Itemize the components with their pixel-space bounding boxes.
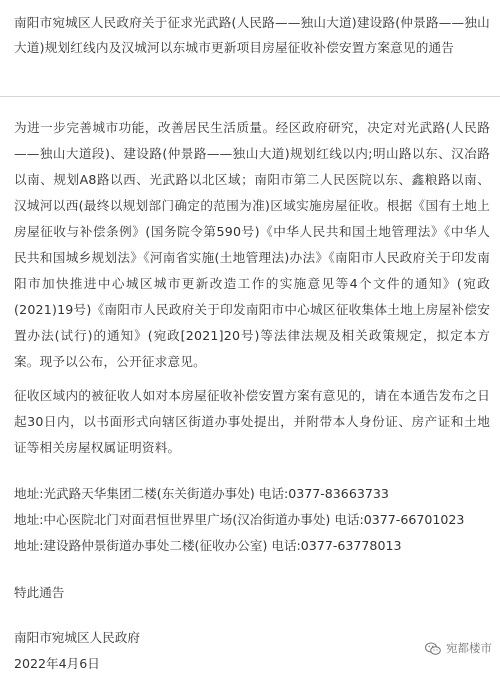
wechat-icon [425, 641, 441, 655]
issuer-name: 南阳市宛城区人民政府 [14, 630, 140, 645]
watermark-text: 宛都楼市 [446, 641, 492, 655]
notice-title: 南阳市宛城区人民政府关于征求光武路(人民路——独山大道)建设路(仲景路——独山大道)规划红线内及汉城河以东城市更新项目房屋征收补偿安置方案意见的通告 [14, 15, 490, 55]
watermark [425, 640, 492, 656]
notice-paragraph-1: 为进一步完善城市功能，改善居民生活质量。经区政府研究，决定对光武路(人民路——独山大道段)、建设路(仲景路——独山大道)规划红线以内;明山路以东、汉冶路以南、规划A8路以西、光武路以北区域；南阳市第二人民医院以东、鑫粮路以南、汉城河以西(最终以规划部门确定的范围为准)区域实施房屋征收。根据《国有土地上房屋征收与补偿条例》(国务院令第590号)《中华人民共和国土地管理法》《中华人民共和国城乡规划法》《河南省实施(土地管理法)办法》《南阳市人民政府关于印发南阳市加快推进中心城区城市更新改造工作的实施意见等4个文件的通知》(宛政(2021)19号)《南阳市人民政府关于印发南阳市中心城区征收集体土地上房屋补偿安置办法(试行)的通知》(宛政[2021]20号)等法律法规及相关政策规定，拟定本方案。现予以公布，公开征求意见。 [14, 120, 490, 369]
address-line-3: 地址:建设路仲景街道办事处二楼(征收办公室) 电话:0377-63778013 [14, 538, 402, 553]
address-line-1: 地址:光武路天华集团二楼(东关街道办事处) 电话:0377-83663733 [14, 486, 389, 501]
issue-date: 2022年4月6日 [14, 656, 100, 671]
closing-text: 特此通告 [14, 585, 65, 600]
divider [0, 96, 500, 97]
notice-paragraph-2: 征收区域内的被征收人如对本房屋征收补偿安置方案有意见的，请在本通告发布之日起30日内，以书面形式向辖区街道办事处提出，并附带本人身份证、房产证和土地证等相关房屋权属证明资料。 [14, 388, 490, 455]
address-line-2: 地址:中心医院北门对面君恒世界里广场(汉冶街道办事处) 电话:0377-66701023 [14, 512, 465, 527]
